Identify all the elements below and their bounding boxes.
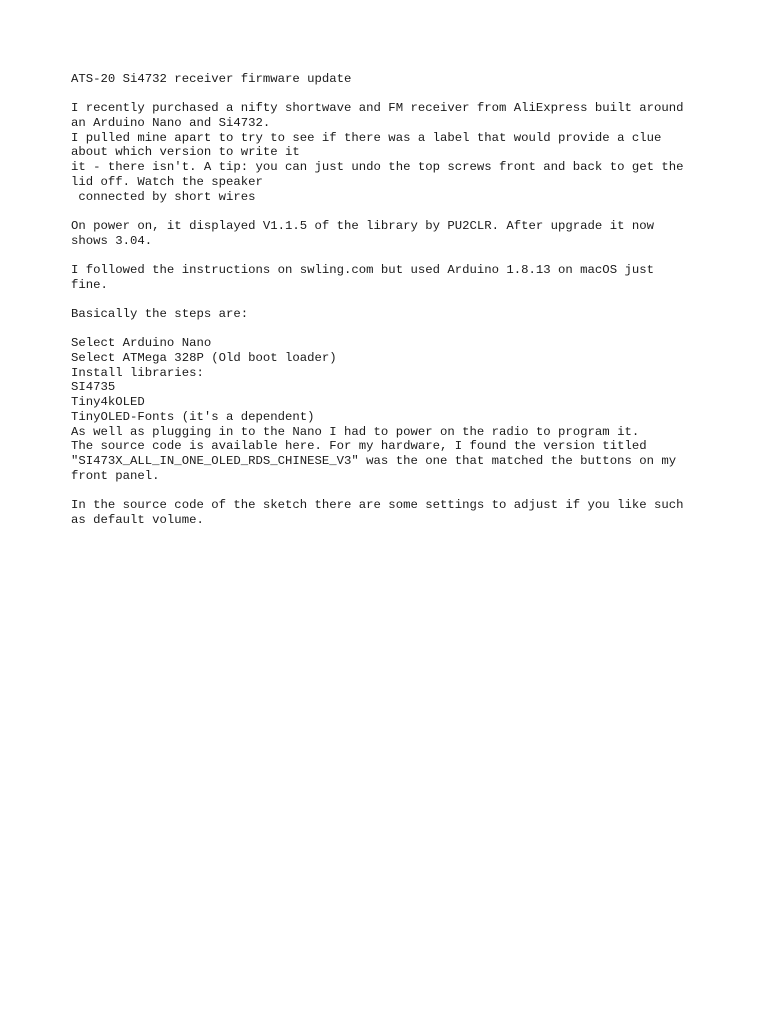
text-line: I followed the instructions on swling.com but used Arduino 1.8.13 on macOS just: [71, 262, 654, 277]
text-line: connected by short wires: [71, 189, 256, 204]
text-line: Basically the steps are:: [71, 307, 249, 321]
text-line: it - there isn't. A tip: you can just undo the top screws front and back to get the: [71, 160, 684, 175]
blank-line: [71, 322, 711, 337]
document-body: [71, 72, 711, 527]
step-item: Select ATMega 328P (Old boot loader): [71, 351, 337, 366]
library-item: Tiny4kOLED: [71, 395, 145, 410]
blank-line: [71, 204, 711, 219]
text-line: an Arduino Nano and Si4732.: [71, 116, 271, 131]
blank-line: [71, 292, 711, 307]
document-title: ATS-20 Si4732 receiver firmware update: [71, 72, 352, 86]
text-line: shows 3.04.: [71, 233, 153, 248]
text-line: On power on, it displayed V1.1.5 of the library by PU2CLR. After upgrade it now: [71, 218, 654, 233]
text-line: I recently purchased a nifty shortwave and FM receiver from AliExpress built around: [71, 101, 684, 116]
text-line: I pulled mine apart to try to see if there was a label that would provide a clue: [71, 130, 662, 145]
step-item: Select Arduino Nano: [71, 336, 212, 351]
text-line: "SI473X_ALL_IN_ONE_OLED_RDS_CHINESE_V3" was the one that matched the buttons on my: [71, 453, 677, 468]
text-line: as default volume.: [71, 512, 204, 527]
text-line: lid off. Watch the speaker: [71, 174, 263, 189]
library-item: TinyOLED-Fonts (it's a dependent): [71, 409, 315, 424]
text-line: about which version to write it: [71, 145, 300, 160]
library-item: SI4735: [71, 380, 116, 395]
text-line: As well as plugging in to the Nano I had to power on the radio to program it.: [71, 424, 640, 439]
blank-line: [71, 248, 711, 263]
text-line: front panel.: [71, 468, 160, 483]
text-line: The source code is available here. For my hardware, I found the version titled: [71, 439, 647, 454]
step-item: Install libraries:: [71, 365, 204, 380]
blank-line: [71, 483, 711, 498]
blank-line: [71, 87, 711, 102]
text-line: fine.: [71, 277, 108, 292]
text-line: In the source code of the sketch there are some settings to adjust if you like such: [71, 497, 684, 512]
